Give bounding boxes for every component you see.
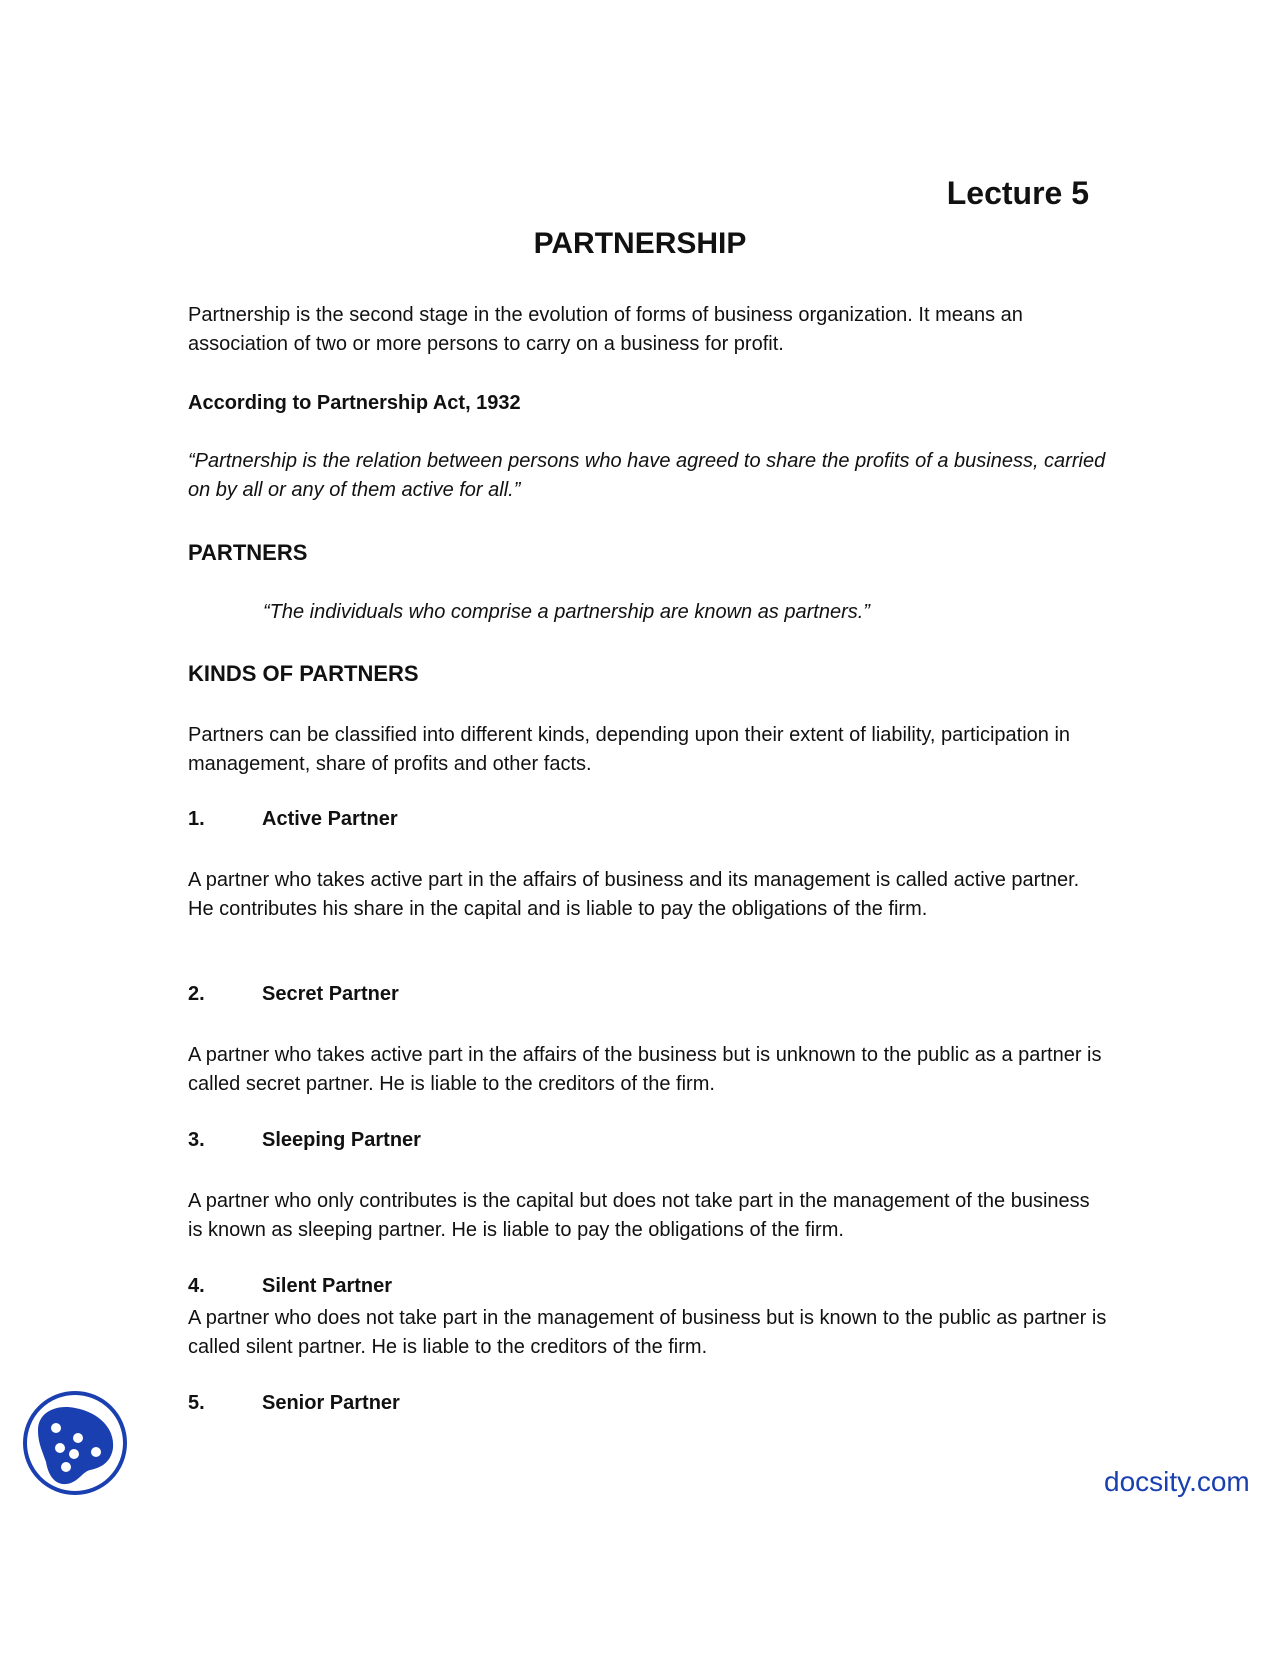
item-text-silent: A partner who does not take part in the management of business but is known to the public as partner is called silent partner. He is liable to the creditors of the firm. xyxy=(188,1307,1107,1358)
item-heading-secret xyxy=(188,983,399,1006)
item-number: 2. xyxy=(188,983,205,1005)
docsity-logo-icon[interactable] xyxy=(20,1388,130,1498)
item-text-sleeping: A partner who only contributes is the capital but does not take part in the management of the business is known as sleeping partner. He is liable to pay the obligations of the firm. xyxy=(188,1190,1090,1241)
item-heading-active xyxy=(188,808,398,831)
docsity-link[interactable]: docsity.com xyxy=(1104,1466,1250,1497)
act-quote: “Partnership is the relation between persons who have agreed to share the profits of a business, carried on by all or any of them active for all.” xyxy=(188,450,1106,501)
item-heading-sleeping xyxy=(188,1129,421,1152)
partners-quote: “The individuals who comprise a partnership are known as partners.” xyxy=(263,601,870,623)
item-number: 5. xyxy=(188,1392,205,1414)
item-number: 1. xyxy=(188,808,205,830)
item-title: Secret Partner xyxy=(262,983,399,1005)
item-title: Silent Partner xyxy=(262,1275,393,1297)
item-number: 4. xyxy=(188,1275,205,1297)
act-heading: According to Partnership Act, 1932 xyxy=(188,392,521,414)
item-text-secret: A partner who takes active part in the affairs of the business but is unknown to the public as a partner is called secret partner. He is liable to the creditors of the firm. xyxy=(188,1044,1102,1095)
lecture-number: Lecture 5 xyxy=(946,175,1089,211)
item-text-active: A partner who takes active part in the affairs of business and its management is called active partner. He contributes his share in the capital and is liable to pay the obligations of the firm. xyxy=(188,869,1080,920)
intro-paragraph: Partnership is the second stage in the evolution of forms of business organization. It means an association of two or more persons to carry on a business for profit. xyxy=(188,304,1023,355)
item-title: Senior Partner xyxy=(262,1392,400,1414)
item-heading-senior xyxy=(188,1392,400,1415)
page-title: PARTNERSHIP xyxy=(533,227,747,260)
kinds-intro: Partners can be classified into different kinds, depending upon their extent of liability, participation in management, share of profits and other facts. xyxy=(188,724,1071,775)
kinds-heading: KINDS OF PARTNERS xyxy=(188,661,419,686)
item-title: Sleeping Partner xyxy=(262,1129,421,1151)
item-title: Active Partner xyxy=(262,808,398,830)
partners-heading: PARTNERS xyxy=(188,540,308,565)
item-heading-silent xyxy=(188,1275,392,1298)
item-number: 3. xyxy=(188,1129,205,1151)
